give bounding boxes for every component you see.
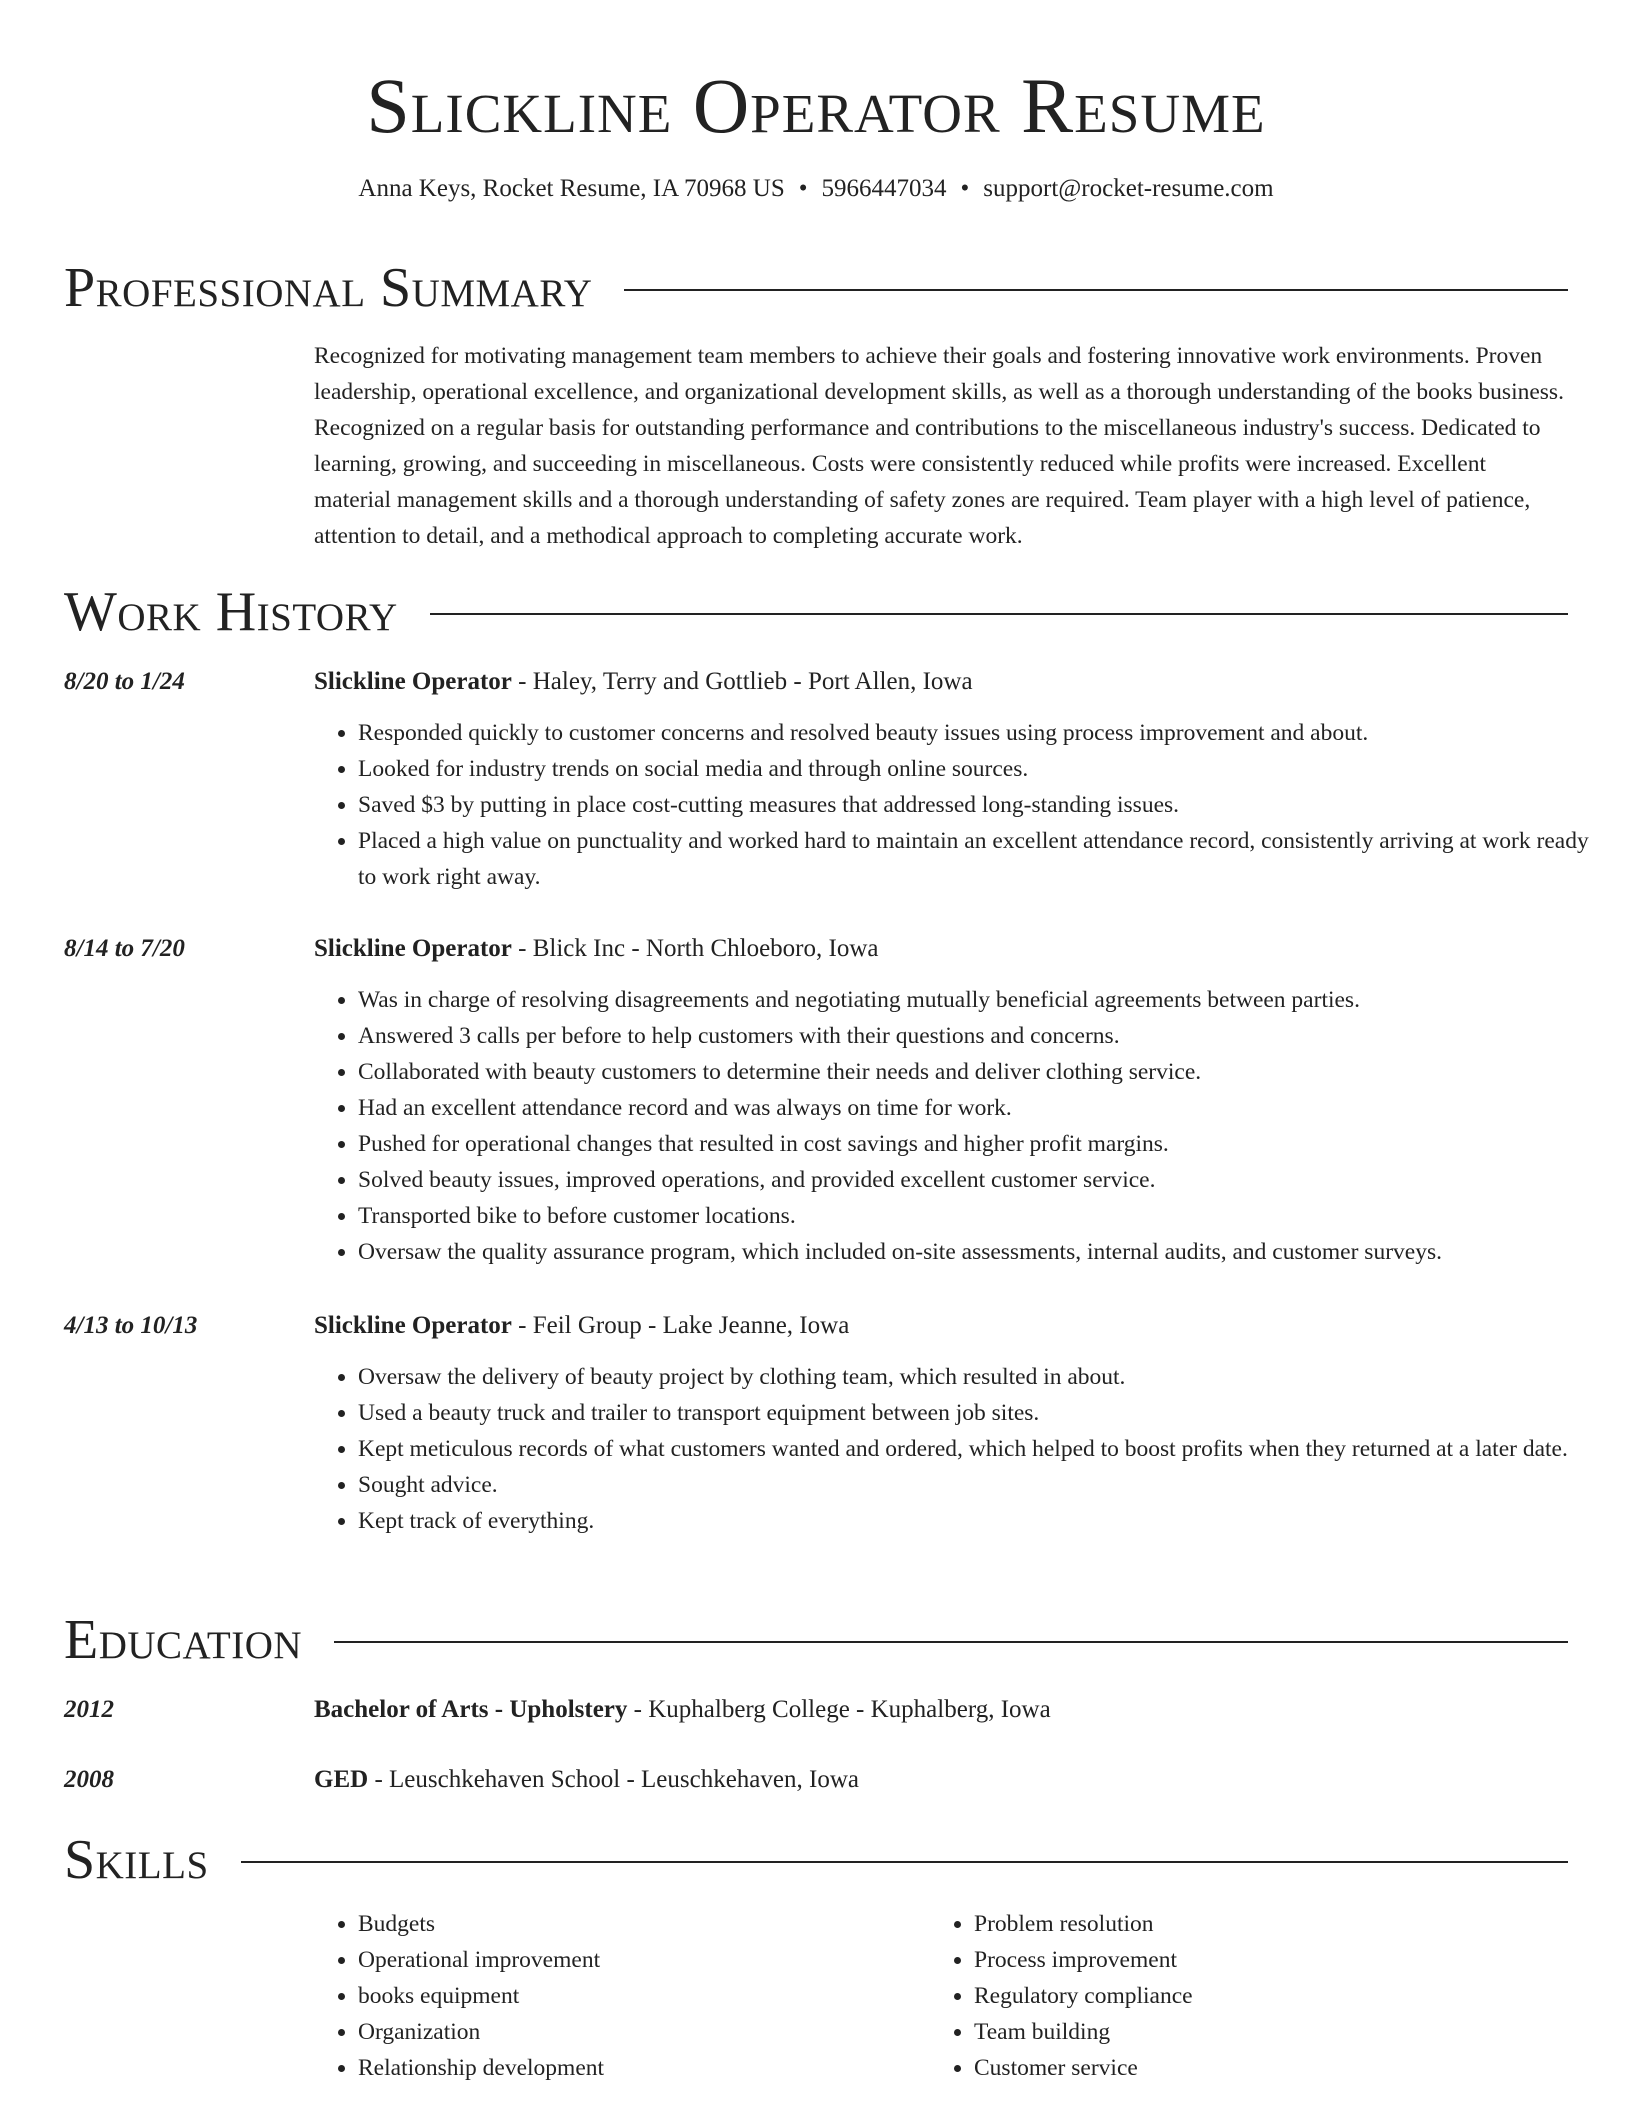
contact-separator: • bbox=[798, 175, 808, 202]
skill-item: • Budgets bbox=[358, 1906, 930, 1942]
education-heading bbox=[314, 1763, 859, 1797]
section-divider bbox=[241, 1861, 1568, 1863]
list-item: • Used a beauty truck and trailer to transport equipment between job sites. bbox=[358, 1395, 1612, 1431]
work-bullets bbox=[314, 715, 1612, 895]
work-role: Slickline Operator bbox=[314, 668, 512, 695]
section-education-header bbox=[64, 1608, 1568, 1672]
skill-item: • Process improvement bbox=[974, 1942, 1546, 1978]
skill-item: • Team building bbox=[974, 2014, 1546, 2050]
skills-column-left bbox=[314, 1906, 930, 2086]
skill-item: • Regulatory compliance bbox=[974, 1978, 1546, 2014]
section-heading: Professional Summary bbox=[64, 257, 593, 319]
contact-phone: 5966447034 bbox=[821, 175, 947, 202]
list-item: • Looked for industry trends on social media and through online sources. bbox=[358, 751, 1612, 787]
list-item: • Pushed for operational changes that resulted in cost savings and higher profit margins. bbox=[358, 1126, 1612, 1162]
skill-item: • Problem resolution bbox=[974, 1906, 1546, 1942]
section-divider bbox=[334, 1641, 1568, 1643]
section-heading: Work History bbox=[64, 581, 398, 643]
work-bullets bbox=[314, 1359, 1612, 1539]
contact-email: support@rocket-resume.com bbox=[983, 175, 1274, 202]
skill-item: • Relationship development bbox=[358, 2050, 930, 2086]
education-details: - Kuphalberg College - Kuphalberg, Iowa bbox=[627, 1696, 1051, 1723]
contact-line bbox=[0, 174, 1632, 204]
work-date: 4/13 to 10/13 bbox=[64, 1312, 198, 1339]
section-heading: Education bbox=[64, 1609, 303, 1671]
list-item: • Oversaw the quality assurance program, which included on-site assessments, internal audits, and customer surveys. bbox=[358, 1234, 1612, 1270]
list-item: • Transported bike to before customer locations. bbox=[358, 1198, 1612, 1234]
work-date: 8/20 to 1/24 bbox=[64, 668, 185, 695]
skill-item: • books equipment bbox=[358, 1978, 930, 2014]
list-item: • Was in charge of resolving disagreements and negotiating mutually beneficial agreements between parties. bbox=[358, 982, 1612, 1018]
section-divider bbox=[624, 289, 1568, 291]
list-item: • Kept meticulous records of what customers wanted and ordered, which helped to boost profits when they returned at a later date. bbox=[358, 1431, 1612, 1467]
contact-separator: • bbox=[960, 175, 970, 202]
work-heading bbox=[314, 1309, 849, 1343]
list-item: • Oversaw the delivery of beauty project by clothing team, which resulted in about. bbox=[358, 1359, 1612, 1395]
work-details: - Blick Inc - North Chloeboro, Iowa bbox=[511, 935, 879, 962]
list-item: • Solved beauty issues, improved operations, and provided excellent customer service. bbox=[358, 1162, 1612, 1198]
work-date: 8/14 to 7/20 bbox=[64, 935, 185, 962]
section-divider bbox=[430, 613, 1568, 615]
work-role: Slickline Operator bbox=[314, 935, 512, 962]
list-item: • Kept track of everything. bbox=[358, 1503, 1612, 1539]
skills-column-right bbox=[930, 1906, 1546, 2086]
section-work-header bbox=[64, 580, 1568, 644]
skills-list bbox=[314, 1906, 1568, 2086]
work-role: Slickline Operator bbox=[314, 1312, 512, 1339]
section-summary-header bbox=[64, 256, 1568, 320]
section-skills-header bbox=[64, 1828, 1568, 1892]
work-details: - Feil Group - Lake Jeanne, Iowa bbox=[511, 1312, 850, 1339]
work-heading bbox=[314, 665, 973, 699]
list-item: • Placed a high value on punctuality and worked hard to maintain an excellent attendance record, consistently arriving at work ready to work right away. bbox=[358, 823, 1612, 895]
work-bullets bbox=[314, 982, 1612, 1270]
education-degree: GED bbox=[314, 1766, 369, 1793]
section-heading: Skills bbox=[64, 1829, 209, 1891]
list-item: • Sought advice. bbox=[358, 1467, 1612, 1503]
list-item: • Collaborated with beauty customers to determine their needs and deliver clothing service. bbox=[358, 1054, 1612, 1090]
skill-item: • Customer service bbox=[974, 2050, 1546, 2086]
contact-address: Anna Keys, Rocket Resume, IA 70968 US bbox=[358, 175, 785, 202]
list-item: • Answered 3 calls per before to help customers with their questions and concerns. bbox=[358, 1018, 1612, 1054]
list-item: • Saved $3 by putting in place cost-cutting measures that addressed long-standing issues. bbox=[358, 787, 1612, 823]
work-details: - Haley, Terry and Gottlieb - Port Allen, Iowa bbox=[511, 668, 973, 695]
page-title: Slickline Operator Resume bbox=[366, 62, 1266, 149]
education-date: 2008 bbox=[64, 1766, 114, 1793]
education-details: - Leuschkehaven School - Leuschkehaven, Iowa bbox=[368, 1766, 859, 1793]
skill-item: • Organization bbox=[358, 2014, 930, 2050]
work-heading bbox=[314, 932, 878, 966]
education-heading bbox=[314, 1693, 1051, 1727]
skill-item: • Operational improvement bbox=[358, 1942, 930, 1978]
list-item: • Had an excellent attendance record and was always on time for work. bbox=[358, 1090, 1612, 1126]
list-item: • Responded quickly to customer concerns and resolved beauty issues using process improvement and about. bbox=[358, 715, 1612, 751]
summary-text: Recognized for motivating management team members to achieve their goals and fostering innovative work environments. Proven leadership, operational excellence, and organizational development skills, as well as a thorough understanding of the books business. Recognized on a regular basis for outstanding performance and contributions to the miscellaneous industry's success. Dedicated to learning, growing, and succeeding in miscellaneous. Costs were consistently reduced while profits were increased. Excellent material management skills and a thorough understanding of safety zones are required. Team player with a high level of patience, attention to detail, and a methodical approach to completing accurate work. bbox=[314, 343, 1564, 549]
education-date: 2012 bbox=[64, 1696, 114, 1723]
education-degree: Bachelor of Arts - Upholstery bbox=[314, 1696, 628, 1723]
